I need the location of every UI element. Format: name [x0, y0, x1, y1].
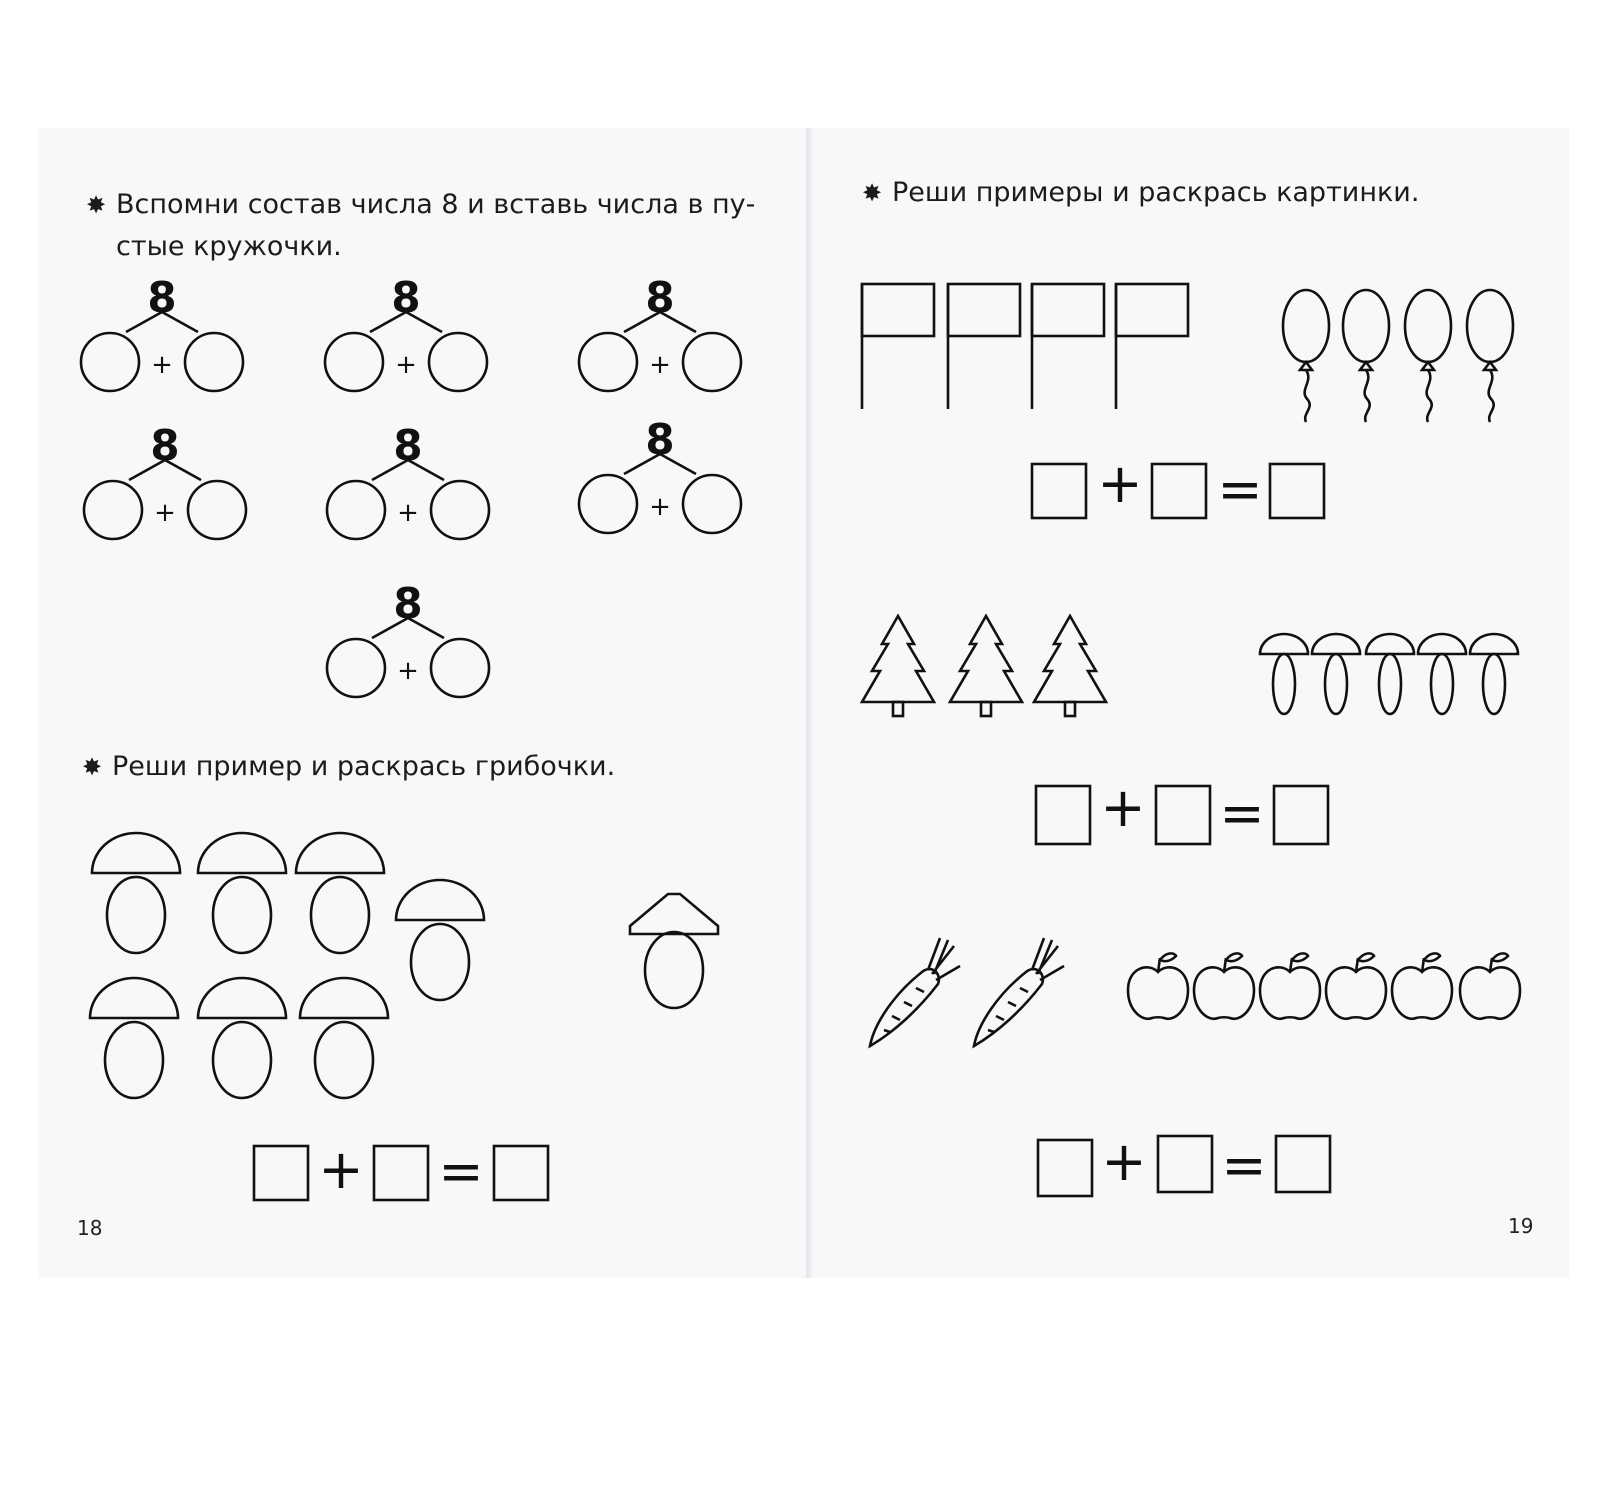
answer-box[interactable]: [374, 1146, 428, 1200]
equals-sign: =: [1219, 782, 1265, 845]
plus-sign: +: [318, 1138, 364, 1201]
plus-sign: +: [395, 350, 417, 380]
plus-sign: +: [1101, 1130, 1147, 1193]
mushroom-icon: [1260, 634, 1308, 714]
number-house: [325, 273, 487, 391]
fir-tree-icon: [1034, 616, 1106, 716]
task-examples-text: Реши примеры и раскрась картинки.: [892, 177, 1420, 208]
mushroom-icon: [1366, 634, 1414, 714]
number-house: [327, 421, 489, 539]
plus-sign: +: [1100, 776, 1146, 839]
number-house: [579, 415, 741, 533]
equation-boxes: [254, 1138, 548, 1203]
asterisk-star-icon: ✸: [82, 753, 103, 781]
flag-icon: [1116, 284, 1188, 409]
balloon-icon: [1405, 290, 1451, 422]
carrot-icon: [974, 938, 1064, 1046]
flag-icon: [948, 284, 1020, 409]
page-number-left: 18: [77, 1216, 103, 1240]
equation-boxes: [1036, 776, 1328, 845]
task-mushrooms-text: Реши пример и раскрась грибочки.: [112, 751, 616, 782]
apple-icon: [1128, 953, 1188, 1018]
mushroom-icon: [198, 978, 286, 1098]
apple-icon: [1460, 953, 1520, 1018]
answer-box[interactable]: [494, 1146, 548, 1200]
asterisk-star-icon: ✸: [86, 191, 107, 219]
equation-boxes: [1038, 1130, 1330, 1197]
carrot-icon: [870, 938, 960, 1046]
answer-box[interactable]: [1152, 464, 1206, 518]
apple-icon: [1392, 953, 1452, 1018]
number-house: [84, 421, 246, 539]
flag-icon: [1032, 284, 1104, 409]
number-eight: 8: [393, 421, 423, 470]
number-eight: 8: [393, 579, 423, 628]
answer-box[interactable]: [1158, 1136, 1212, 1192]
mushroom-icon: [300, 978, 388, 1098]
mushroom-icon: [1418, 634, 1466, 714]
plus-sign: +: [649, 492, 671, 522]
mushroom-icon: [92, 833, 180, 953]
answer-box[interactable]: [1276, 1136, 1330, 1192]
equals-sign: =: [1221, 1134, 1267, 1197]
balloon-icon: [1283, 290, 1329, 422]
mushroom-icon: [296, 833, 384, 953]
mushroom-icon: [396, 880, 484, 1000]
plus-sign: +: [1097, 452, 1143, 515]
page-number-right: 19: [1508, 1214, 1534, 1238]
equals-sign: =: [1217, 458, 1263, 521]
number-eight: 8: [645, 273, 675, 322]
answer-box[interactable]: [1156, 786, 1210, 844]
fir-tree-icon: [862, 616, 934, 716]
plus-sign: +: [397, 656, 419, 686]
equation-boxes: [1032, 452, 1324, 521]
number-house: [327, 579, 489, 697]
answer-box[interactable]: [1274, 786, 1328, 844]
plus-sign: +: [151, 350, 173, 380]
plus-sign: +: [397, 498, 419, 528]
mushroom-icon: [198, 833, 286, 953]
mushroom-icon: [90, 978, 178, 1098]
answer-box[interactable]: [1036, 786, 1090, 844]
number-house: [81, 273, 243, 391]
apple-icon: [1194, 953, 1254, 1018]
apple-icon: [1326, 953, 1386, 1018]
answer-box[interactable]: [1270, 464, 1324, 518]
answer-box[interactable]: [254, 1146, 308, 1200]
answer-box[interactable]: [1032, 464, 1086, 518]
task-line-1: Вспомни состав числа 8 и вставь числа в пу-: [116, 189, 756, 220]
number-eight: 8: [391, 273, 421, 322]
mushroom-icon: [1470, 634, 1518, 714]
equals-sign: =: [438, 1140, 484, 1203]
asterisk-star-icon: ✸: [862, 179, 883, 207]
number-eight: 8: [147, 273, 177, 322]
flag-icon: [862, 284, 934, 409]
number-eight: 8: [150, 421, 180, 470]
plus-sign: +: [154, 498, 176, 528]
balloon-icon: [1343, 290, 1389, 422]
mushroom-icon: [1312, 634, 1360, 714]
mushroom-icon: [630, 894, 718, 1008]
fir-tree-icon: [950, 616, 1022, 716]
task-line-2: стые кружочки.: [116, 231, 342, 262]
apple-icon: [1260, 953, 1320, 1018]
plus-sign: +: [649, 350, 671, 380]
balloon-icon: [1467, 290, 1513, 422]
number-eight: 8: [645, 415, 675, 464]
number-house: [579, 273, 741, 391]
answer-box[interactable]: [1038, 1140, 1092, 1196]
